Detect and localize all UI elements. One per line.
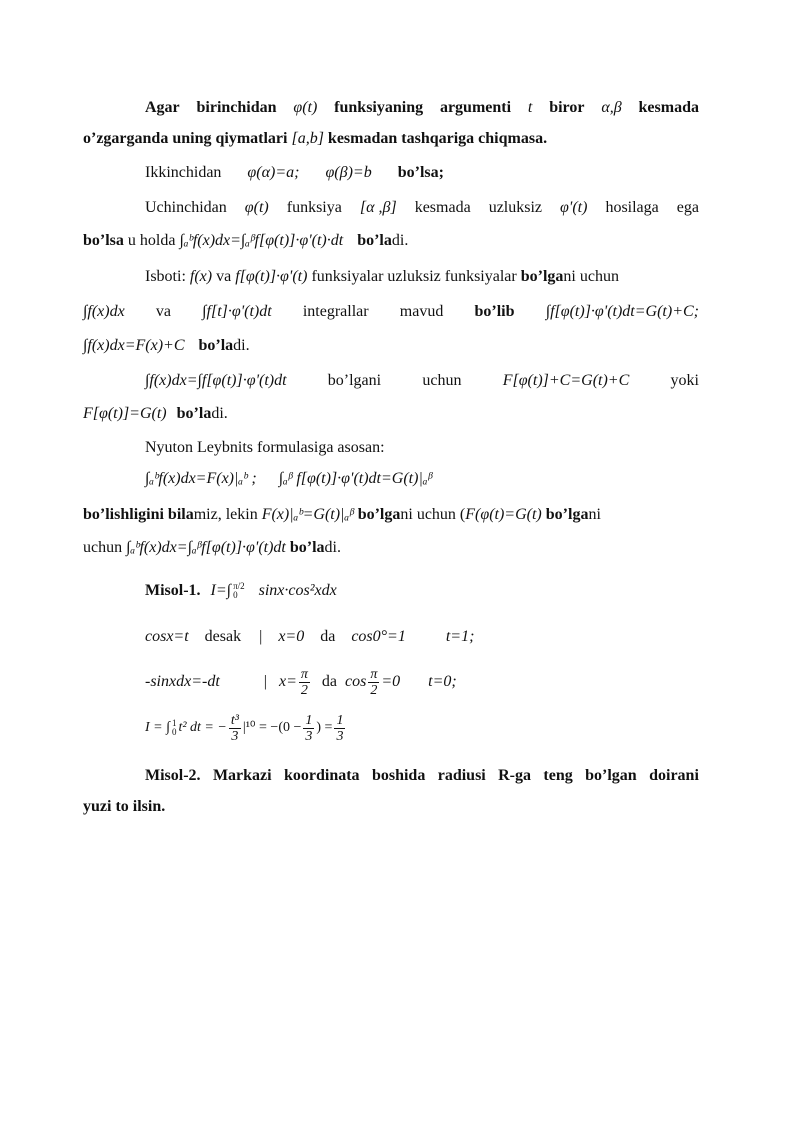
word: uzluksiz: [488, 199, 543, 216]
formula: ∫ₐᵇf(x)dx=F(x)|ₐᵇ ;: [145, 470, 257, 487]
p1-line2: [83, 128, 699, 150]
math: F(φ(t)=G(t): [465, 506, 542, 523]
ex2-line1: [145, 765, 699, 787]
math: f(x): [189, 268, 213, 285]
p5-line1: [145, 370, 699, 392]
p5-line2: [83, 403, 699, 425]
text: di.: [324, 539, 341, 556]
numerator: π: [300, 666, 308, 682]
fraction-pi-over-2: [368, 667, 379, 698]
text: uchun: [83, 539, 127, 556]
p1-line1: [145, 97, 699, 119]
text: di.: [211, 405, 228, 422]
p3-line2: [83, 230, 699, 252]
math: ∫f(x)dx=F(x)+C: [83, 337, 185, 354]
upper-limit: 1: [171, 718, 177, 728]
word: da: [321, 673, 338, 690]
text: o’zgarganda uning qiymatlari: [83, 130, 292, 147]
ex1-result: [145, 708, 699, 748]
p4-line3: [83, 335, 699, 357]
math: ) =: [316, 720, 333, 735]
word: argumenti: [439, 99, 512, 116]
integral-limits: [233, 582, 245, 600]
math: φ(t): [293, 99, 318, 116]
math: ∫f(x)dx=∫f[φ(t)]·φ'(t)dt: [145, 372, 287, 389]
text: bo’lga: [353, 506, 401, 523]
ex1-step2: [145, 664, 699, 700]
denominator: 2: [300, 682, 308, 698]
word: bo’lib: [474, 303, 515, 320]
text: kesmadan tashqariga chiqmasa.: [323, 130, 548, 147]
text: ni uchun: [563, 268, 619, 285]
math: α,β: [601, 99, 622, 116]
word: va: [155, 303, 171, 320]
math: F[φ(t)]=G(t): [83, 405, 167, 422]
text: bo’la: [357, 232, 392, 249]
word: integrallar: [302, 303, 369, 320]
formula: ∫ₐᵝ f[φ(t)]·φ'(t)dt=G(t)|ₐᵝ: [278, 470, 433, 487]
math: t: [527, 99, 533, 116]
text: ni uchun (: [400, 506, 466, 523]
math: |¹⁰ = −(0 −: [242, 720, 302, 735]
math: ∫f[φ(t)]·φ'(t)dt=G(t)+C;: [545, 303, 699, 320]
math: x=: [278, 673, 297, 690]
denominator: 3: [305, 728, 313, 744]
math: I = ∫: [145, 720, 170, 735]
p4-line1: [145, 266, 699, 288]
text: bo’lsa;: [397, 164, 444, 181]
lower-limit: 0: [171, 727, 177, 737]
numerator: 1: [305, 712, 313, 728]
text: bo’lishligini bila: [83, 506, 194, 523]
math: f[φ(t)]·φ'(t): [235, 268, 308, 285]
text: di.: [391, 232, 409, 249]
word: boshida: [371, 767, 426, 784]
text: funksiyalar uzluksiz funksiyalar: [307, 268, 521, 285]
fraction-1-over-3: [303, 713, 314, 744]
word: bo’lgani: [327, 372, 382, 389]
text: va: [212, 268, 236, 285]
math: t=0;: [428, 673, 457, 690]
word: radiusi: [437, 767, 486, 784]
example-title: Misol-2.: [145, 767, 201, 784]
word: hosilaga: [605, 199, 659, 216]
text: bo’la: [176, 405, 212, 422]
p6-line2: [145, 468, 699, 490]
integrand: sinx·cos²xdx: [258, 582, 337, 599]
denominator: 2: [370, 682, 378, 698]
math: -sinxdx=-dt: [145, 673, 220, 690]
text: bo’la: [198, 337, 234, 354]
text: Ikkinchidan: [145, 164, 222, 181]
p7-line2: [83, 537, 699, 559]
text: yuzi to ilsin.: [83, 798, 166, 815]
word: biror: [549, 99, 585, 116]
word: doirani: [649, 767, 699, 784]
text: bo’lsa: [83, 232, 124, 249]
word: da: [320, 628, 336, 645]
math: cos0°=1: [351, 628, 406, 645]
math: cos: [345, 673, 367, 690]
separator: |: [263, 673, 267, 690]
word: Markazi: [212, 767, 272, 784]
word: uchun: [422, 372, 462, 389]
upper-limit: π/2: [233, 581, 245, 592]
math: φ'(t): [560, 199, 588, 216]
text: bo’lga: [520, 268, 564, 285]
text: ni: [588, 506, 601, 523]
math: x=0: [278, 628, 305, 645]
word: funksiyaning: [334, 99, 424, 116]
numerator: t³: [230, 712, 239, 728]
numerator: 1: [336, 712, 344, 728]
text: Isboti:: [145, 268, 190, 285]
formula: ∫ₐᵇf(x)dx=∫ₐᵝf[φ(t)]·φ'(t)·dt: [179, 232, 344, 249]
word: funksiya: [286, 199, 342, 216]
p6-line1: [145, 437, 699, 459]
fraction-result: [334, 713, 345, 744]
fraction-pi-over-2: [299, 667, 310, 698]
text: bo’lga: [541, 506, 589, 523]
ex1-title-line: [145, 580, 699, 602]
math: φ(β)=b: [325, 164, 372, 181]
word: kesmada: [638, 99, 699, 116]
math: [a,b]: [291, 130, 324, 147]
word: yoki: [670, 372, 699, 389]
p3-line1: [145, 197, 699, 219]
word: Uchinchidan: [145, 199, 227, 216]
math: I=∫: [210, 582, 232, 599]
denominator: 3: [231, 728, 239, 744]
text: u holda: [123, 232, 180, 249]
example-title: Misol-1.: [145, 582, 201, 599]
numerator: π: [370, 666, 378, 682]
math: t=1;: [445, 628, 475, 645]
text: Nyuton Leybnits formulasiga asosan:: [145, 439, 385, 456]
fraction-t3-over-3: [229, 713, 241, 744]
word: mavud: [399, 303, 444, 320]
ex2-line2: [83, 796, 699, 818]
word: ega: [676, 199, 699, 216]
math: φ(t): [244, 199, 269, 216]
math: =0: [381, 673, 401, 690]
word: desak: [204, 628, 242, 645]
math: cosx=t: [145, 628, 189, 645]
p2-line: [145, 162, 699, 184]
math: ∫f(x)dx: [83, 303, 125, 320]
math: ∫f[t]·φ'(t)dt: [202, 303, 272, 320]
formula: ∫ₐᵇf(x)dx=∫ₐᵝf[φ(t)]·φ'(t)dt: [126, 539, 286, 556]
word: teng: [543, 767, 573, 784]
word: koordinata: [283, 767, 360, 784]
ex1-step1: [145, 626, 699, 648]
text: miz, lekin: [193, 506, 262, 523]
math: t² dt = −: [178, 720, 227, 735]
lower-limit: 0: [233, 590, 238, 601]
text: bo’la: [285, 539, 325, 556]
word: R-ga: [498, 767, 532, 784]
integral-limits: [172, 719, 177, 737]
word: bo’lgan: [585, 767, 637, 784]
math: φ(α)=a;: [247, 164, 300, 181]
p7-line1: [83, 504, 699, 526]
denominator: 3: [336, 728, 344, 744]
math: F(x)|ₐᵇ=G(t)|ₐᵝ: [261, 506, 354, 523]
separator: |: [259, 628, 263, 645]
math: F[φ(t)]+C=G(t)+C: [502, 372, 630, 389]
word: kesmada: [414, 199, 471, 216]
word: Agar: [145, 99, 180, 116]
math: [α ,β]: [359, 199, 397, 216]
word: birinchidan: [196, 99, 277, 116]
text: di.: [233, 337, 250, 354]
p4-line2: [83, 301, 699, 323]
